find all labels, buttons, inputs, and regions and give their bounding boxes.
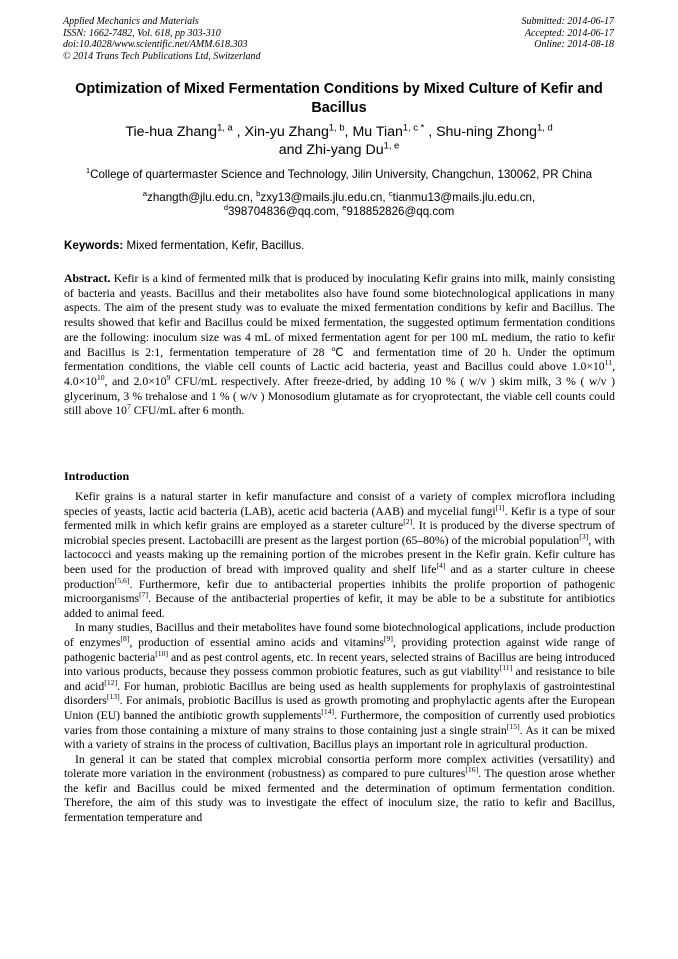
introduction-body [64, 490, 615, 826]
copyright-line: © 2014 Trans Tech Publications Ltd, Switzerland [63, 50, 261, 62]
email-link[interactable]: $^a$zhangth@jlu.edu.cn [142, 189, 250, 204]
author: Tie-hua Zhang$^{1, a}$ , [125, 122, 245, 140]
keywords-text: Mixed fermentation, Kefir, Bacillus. [126, 239, 305, 252]
author: and Zhi-yang Du$^{1, e}$ [278, 140, 400, 158]
keywords [64, 239, 614, 253]
online-date: Online: 2014-08-18 [534, 39, 614, 50]
email-link[interactable]: $^e$918852826@qq.com [342, 203, 455, 218]
accepted-date: Accepted: 2014-06-17 [524, 27, 614, 39]
affiliation: $^1$College of quartermaster Science and Technology, Jilin University, Changchun, 130062, PR China [85, 166, 593, 181]
paragraph: Kefir grains is a natural starter in kefir manufacture and consist of a variety of complex microflora including species of yeasts, lactic acid bacteria (LAB), acetic acid bacteria (AAB) and mycelial fungi[1]. Kefir is a type of sour fermented milk in which kefir grains are employed as a stareter culture[2]. It is produced by the diverse spectrum of microbial species present. Lactobacilli are present as the largest portion (65–80%) of the microbial population[3], with lactococci and yeasts making up the remaining portion of the microbes present in the Kefir grain. Kefir culture has been used for the production of bread with improved quality and shelf life[4] and as a starter culture in cheese production[5,6]. Furthermore, kefir due to antibacterial properties inhibits the prolife proportion of pathogenic microorganisms[7]. Because of the antibacterial properties of kefir, it may be able to be a substitute for antibiotics added to animal feed. [64, 490, 615, 620]
journal-name: Applied Mechanics and Materials [63, 16, 199, 27]
author: Mu Tian$^{1, c *}$ , [352, 122, 437, 140]
journal-header-left [63, 16, 261, 62]
paper-title: Optimization of Mixed Fermentation Conditions by Mixed Culture of Kefir and Bacillus [75, 81, 603, 116]
submitted-date: Submitted: 2014-06-17 [521, 16, 614, 27]
email-link[interactable]: $^d$398704836@qq.com [223, 203, 336, 218]
author: Shu-ning Zhong$^{1, d}$ [436, 122, 553, 140]
abstract: Abstract. Kefir is a kind of fermented milk that is produced by inoculating Kefir grains into milk, mainly consisting of bacteria and yeasts. Bacillus and their metabolites also have found some biotechnological applications in many aspects. The aim of the present study was to evaluate the mixed fermentation conditions by kefir and Bacillus. The results showed that kefir and Bacillus could be mixed fermentation, the suggested optimum fermentation conditions are the following: inoculum size was 4 mL of mixed fermentation agent for per 100 mL medium, the ratio to kefir and Bacillus is 2:1, fermentation temperature of 28 ℃ and fermentation time of 20 h. Under the optimum fermentation conditions, the viable cell counts of Lactic acid bacteria, yeast and Bacillus could above $1.0\times 10^{11}$, $4.0\times 10^{10}$, and $2.0\times 10^9$ CFU/mL respectively. After freeze-dried, by adding 10 % ( w/v ) skim milk, 3 % ( w/v ) glycerinum, 3 % trehalose and 1 % ( w/v ) Monosodium glutamate as for cryoprotectant, the viable cell counts could still above $10^7$ CFU/mL after 6 month. [64, 272, 616, 418]
doi-line: doi:10.4028/www.scientific.net/AMM.618.303 [63, 39, 248, 50]
introduction-heading: Introduction [64, 469, 130, 483]
paragraph: In many studies, Bacillus and their metabolites have found some biotechnological applications, include production of enzymes[8], production of essential amino acids and vitamins[9], providing protection against wide range of pathogenic bacteria[10] and as pest control agents, etc. In recent years, selected strains of Bacillus are being introduced into various products, because they possess common probiotic features, such as gut viability[11] and resistance to bile and acid[12]. For human, probiotic Bacillus are being used as health supplements for prophylaxis of gastrointestinal disorders[13]. For animals, probiotic Bacillus is used as growth promoting and prophylactic agents after the European Union (EU) banned the antibiotic growth supplements[14]. Furthermore, the composition of currently used probiotics varies from those containing a mixture of many strains to those containing just a single strain[15]. As it can be mixed with a variety of strains in the process of cultivation, Bacillus plays an important role in agricultural production. [64, 621, 616, 752]
email-link[interactable]: $^c$tianmu13@mails.jlu.edu.cn, [388, 189, 536, 204]
journal-header-right [522, 16, 615, 51]
author: Xin-yu Zhang$^{1, b}$, [244, 122, 353, 140]
abstract-label: Abstract. [64, 272, 111, 285]
author-list [40, 123, 638, 159]
issn-line: ISSN: 1662-7482, Vol. 618, pp 303-310 [63, 27, 221, 39]
email-link[interactable]: $^b$zxy13@mails.jlu.edu.cn [256, 189, 383, 204]
email-list: $^a$zhangth@jlu.edu.cn, $^b$zxy13@mails.jlu.edu.cn, $^c$tianmu13@mails.jlu.edu.cn, $^d$398704836@qq.com, $^e$918852826@qq.com [142, 189, 536, 218]
paragraph: In general it can be stated that complex microbial consortia perform more complex activities (versatility) and tolerate more variation in the environment (robustness) as compared to pure cultures[16]. The question arose whether the kefir and Bacillus could be mixed fermented and the determination of optimum fermentation condition. Therefore, the aim of this study was to investigate the effect of inoculum size, the ratio to kefir and Bacillus, fermentation temperature and [64, 752, 615, 825]
keywords-label: Keywords: [64, 239, 124, 252]
